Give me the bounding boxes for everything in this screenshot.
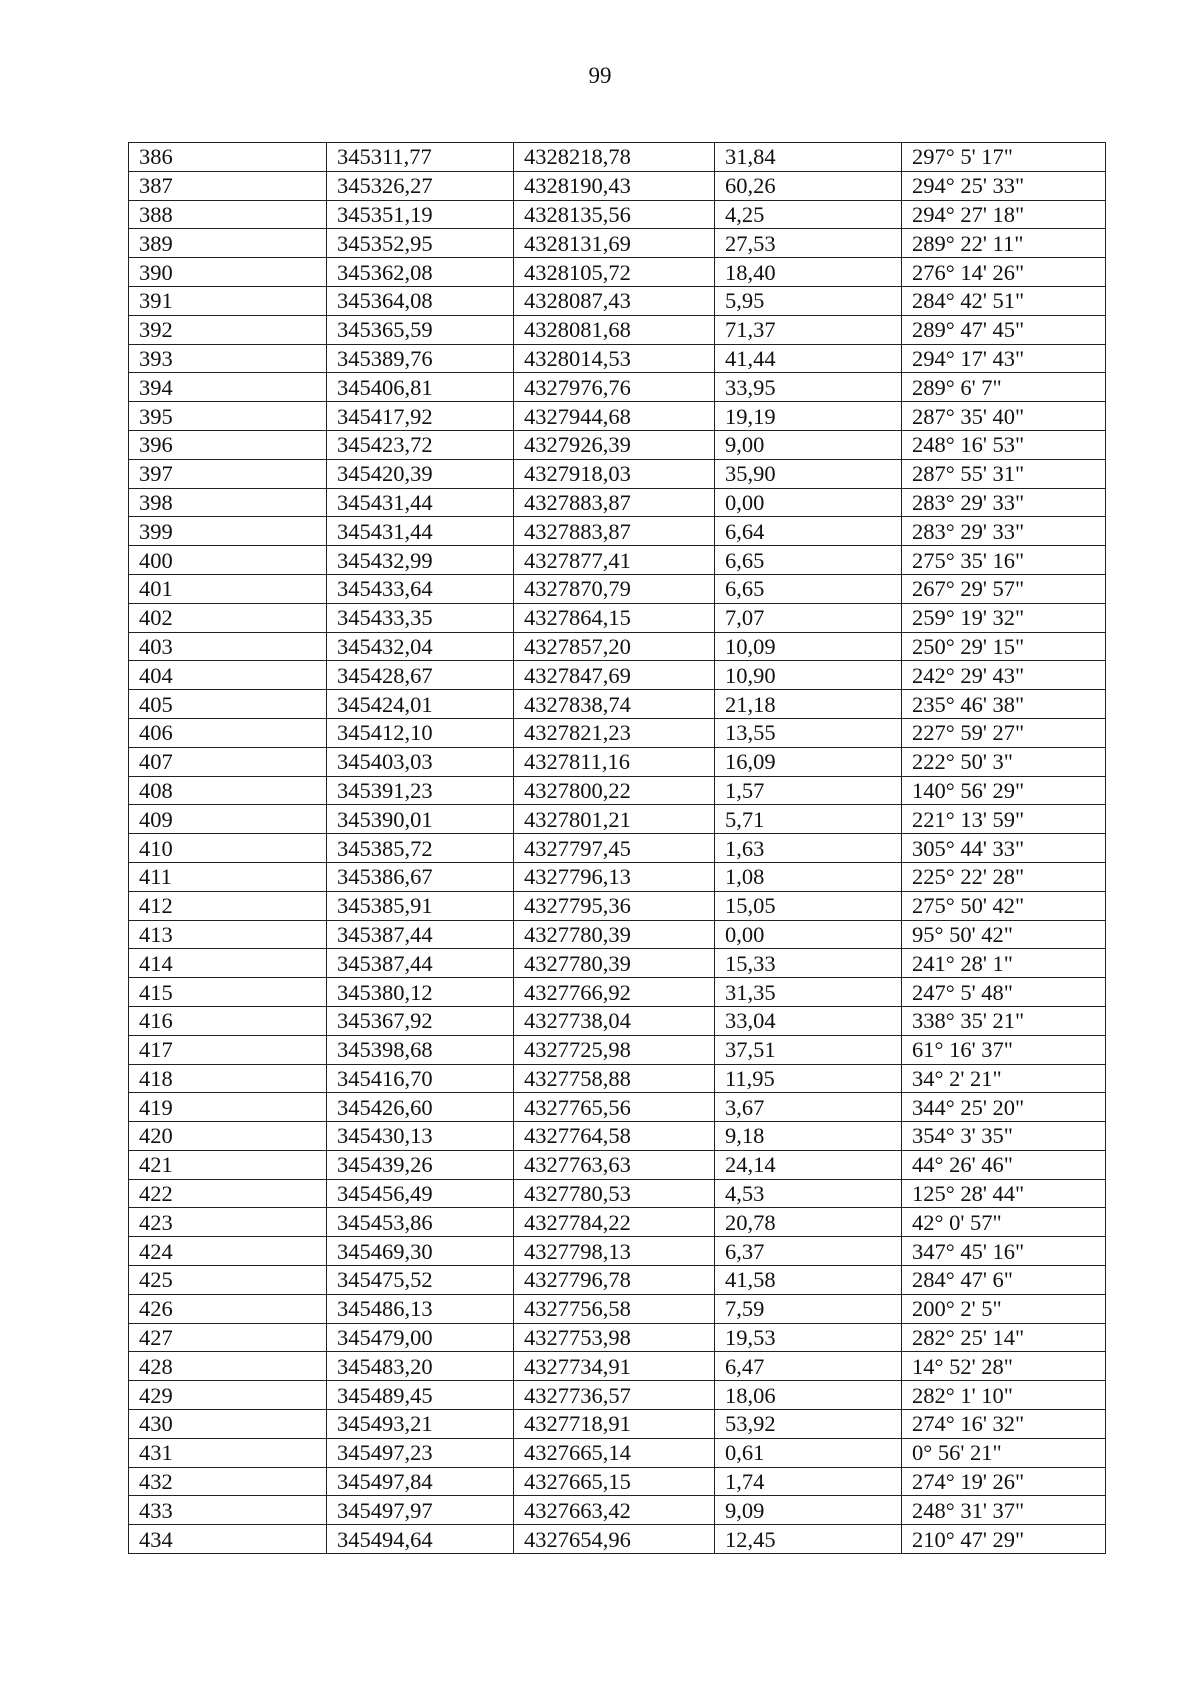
y-coordinate-cell: 4327800,22 — [514, 776, 715, 805]
distance-cell: 1,57 — [715, 776, 902, 805]
table-row — [129, 143, 1106, 172]
x-coordinate-cell: 345483,20 — [327, 1352, 514, 1381]
y-coordinate-cell: 4327796,13 — [514, 862, 715, 891]
distance-cell: 6,37 — [715, 1237, 902, 1266]
distance-cell: 11,95 — [715, 1064, 902, 1093]
distance-cell: 5,95 — [715, 286, 902, 315]
bearing-cell: 289° 47' 45" — [902, 315, 1106, 344]
distance-cell: 33,04 — [715, 1006, 902, 1035]
distance-cell: 4,53 — [715, 1179, 902, 1208]
x-coordinate-cell: 345387,44 — [327, 949, 514, 978]
distance-cell: 0,00 — [715, 920, 902, 949]
point-number-cell: 426 — [129, 1294, 327, 1323]
table-row — [129, 373, 1106, 402]
bearing-cell: 338° 35' 21" — [902, 1006, 1106, 1035]
y-coordinate-cell: 4327944,68 — [514, 402, 715, 431]
bearing-cell: 274° 16' 32" — [902, 1410, 1106, 1439]
y-coordinate-cell: 4328131,69 — [514, 229, 715, 258]
table-row — [129, 920, 1106, 949]
bearing-cell: 248° 16' 53" — [902, 430, 1106, 459]
point-number-cell: 427 — [129, 1323, 327, 1352]
bearing-cell: 287° 55' 31" — [902, 459, 1106, 488]
x-coordinate-cell: 345416,70 — [327, 1064, 514, 1093]
y-coordinate-cell: 4328105,72 — [514, 258, 715, 287]
x-coordinate-cell: 345432,04 — [327, 632, 514, 661]
x-coordinate-cell: 345431,44 — [327, 488, 514, 517]
point-number-cell: 411 — [129, 862, 327, 891]
distance-cell: 6,65 — [715, 546, 902, 575]
table-row — [129, 805, 1106, 834]
distance-cell: 71,37 — [715, 315, 902, 344]
bearing-cell: 287° 35' 40" — [902, 402, 1106, 431]
point-number-cell: 406 — [129, 718, 327, 747]
point-number-cell: 423 — [129, 1208, 327, 1237]
x-coordinate-cell: 345385,91 — [327, 891, 514, 920]
table-row — [129, 834, 1106, 863]
point-number-cell: 400 — [129, 546, 327, 575]
x-coordinate-cell: 345439,26 — [327, 1150, 514, 1179]
table-row — [129, 430, 1106, 459]
table-row — [129, 1179, 1106, 1208]
distance-cell: 53,92 — [715, 1410, 902, 1439]
table-row — [129, 690, 1106, 719]
distance-cell: 31,84 — [715, 143, 902, 172]
x-coordinate-cell: 345475,52 — [327, 1266, 514, 1295]
table-row — [129, 1381, 1106, 1410]
x-coordinate-cell: 345398,68 — [327, 1035, 514, 1064]
point-number-cell: 386 — [129, 143, 327, 172]
bearing-cell: 294° 27' 18" — [902, 200, 1106, 229]
y-coordinate-cell: 4327764,58 — [514, 1122, 715, 1151]
point-number-cell: 392 — [129, 315, 327, 344]
x-coordinate-cell: 345489,45 — [327, 1381, 514, 1410]
y-coordinate-cell: 4327838,74 — [514, 690, 715, 719]
y-coordinate-cell: 4327976,76 — [514, 373, 715, 402]
bearing-cell: 275° 35' 16" — [902, 546, 1106, 575]
x-coordinate-cell: 345417,92 — [327, 402, 514, 431]
distance-cell: 7,59 — [715, 1294, 902, 1323]
y-coordinate-cell: 4328218,78 — [514, 143, 715, 172]
x-coordinate-cell: 345385,72 — [327, 834, 514, 863]
y-coordinate-cell: 4327766,92 — [514, 978, 715, 1007]
point-number-cell: 387 — [129, 171, 327, 200]
coordinates-table — [128, 142, 1106, 1554]
x-coordinate-cell: 345424,01 — [327, 690, 514, 719]
y-coordinate-cell: 4328135,56 — [514, 200, 715, 229]
distance-cell: 9,00 — [715, 430, 902, 459]
point-number-cell: 429 — [129, 1381, 327, 1410]
x-coordinate-cell: 345380,12 — [327, 978, 514, 1007]
x-coordinate-cell: 345433,64 — [327, 574, 514, 603]
y-coordinate-cell: 4327870,79 — [514, 574, 715, 603]
point-number-cell: 407 — [129, 747, 327, 776]
bearing-cell: 250° 29' 15" — [902, 632, 1106, 661]
point-number-cell: 421 — [129, 1150, 327, 1179]
bearing-cell: 284° 47' 6" — [902, 1266, 1106, 1295]
bearing-cell: 276° 14' 26" — [902, 258, 1106, 287]
x-coordinate-cell: 345412,10 — [327, 718, 514, 747]
point-number-cell: 396 — [129, 430, 327, 459]
table-row — [129, 200, 1106, 229]
point-number-cell: 413 — [129, 920, 327, 949]
x-coordinate-cell: 345431,44 — [327, 517, 514, 546]
bearing-cell: 140° 56' 29" — [902, 776, 1106, 805]
table-row — [129, 1410, 1106, 1439]
x-coordinate-cell: 345311,77 — [327, 143, 514, 172]
distance-cell: 24,14 — [715, 1150, 902, 1179]
distance-cell: 1,63 — [715, 834, 902, 863]
bearing-cell: 34° 2' 21" — [902, 1064, 1106, 1093]
point-number-cell: 422 — [129, 1179, 327, 1208]
table-row — [129, 459, 1106, 488]
point-number-cell: 414 — [129, 949, 327, 978]
bearing-cell: 95° 50' 42" — [902, 920, 1106, 949]
bearing-cell: 284° 42' 51" — [902, 286, 1106, 315]
y-coordinate-cell: 4327883,87 — [514, 488, 715, 517]
y-coordinate-cell: 4327926,39 — [514, 430, 715, 459]
y-coordinate-cell: 4327821,23 — [514, 718, 715, 747]
x-coordinate-cell: 345406,81 — [327, 373, 514, 402]
table-row — [129, 286, 1106, 315]
distance-cell: 6,47 — [715, 1352, 902, 1381]
y-coordinate-cell: 4327725,98 — [514, 1035, 715, 1064]
point-number-cell: 430 — [129, 1410, 327, 1439]
point-number-cell: 399 — [129, 517, 327, 546]
x-coordinate-cell: 345365,59 — [327, 315, 514, 344]
y-coordinate-cell: 4327877,41 — [514, 546, 715, 575]
table-row — [129, 1237, 1106, 1266]
point-number-cell: 431 — [129, 1438, 327, 1467]
bearing-cell: 61° 16' 37" — [902, 1035, 1106, 1064]
table-row — [129, 1006, 1106, 1035]
point-number-cell: 416 — [129, 1006, 327, 1035]
y-coordinate-cell: 4327654,96 — [514, 1525, 715, 1554]
point-number-cell: 409 — [129, 805, 327, 834]
x-coordinate-cell: 345386,67 — [327, 862, 514, 891]
distance-cell: 20,78 — [715, 1208, 902, 1237]
table-row — [129, 747, 1106, 776]
distance-cell: 6,64 — [715, 517, 902, 546]
point-number-cell: 432 — [129, 1467, 327, 1496]
distance-cell: 18,40 — [715, 258, 902, 287]
y-coordinate-cell: 4327663,42 — [514, 1496, 715, 1525]
x-coordinate-cell: 345428,67 — [327, 661, 514, 690]
distance-cell: 0,00 — [715, 488, 902, 517]
x-coordinate-cell: 345456,49 — [327, 1179, 514, 1208]
bearing-cell: 344° 25' 20" — [902, 1093, 1106, 1122]
distance-cell: 27,53 — [715, 229, 902, 258]
x-coordinate-cell: 345389,76 — [327, 344, 514, 373]
bearing-cell: 294° 17' 43" — [902, 344, 1106, 373]
point-number-cell: 394 — [129, 373, 327, 402]
bearing-cell: 44° 26' 46" — [902, 1150, 1106, 1179]
table-row — [129, 1035, 1106, 1064]
x-coordinate-cell: 345493,21 — [327, 1410, 514, 1439]
bearing-cell: 14° 52' 28" — [902, 1352, 1106, 1381]
x-coordinate-cell: 345351,19 — [327, 200, 514, 229]
point-number-cell: 397 — [129, 459, 327, 488]
table-row — [129, 1323, 1106, 1352]
distance-cell: 12,45 — [715, 1525, 902, 1554]
table-row — [129, 258, 1106, 287]
bearing-cell: 267° 29' 57" — [902, 574, 1106, 603]
bearing-cell: 42° 0' 57" — [902, 1208, 1106, 1237]
y-coordinate-cell: 4327780,53 — [514, 1179, 715, 1208]
page-number: 99 — [588, 63, 612, 88]
y-coordinate-cell: 4327798,13 — [514, 1237, 715, 1266]
y-coordinate-cell: 4327738,04 — [514, 1006, 715, 1035]
x-coordinate-cell: 345432,99 — [327, 546, 514, 575]
point-number-cell: 415 — [129, 978, 327, 1007]
table-row — [129, 517, 1106, 546]
point-number-cell: 391 — [129, 286, 327, 315]
point-number-cell: 419 — [129, 1093, 327, 1122]
x-coordinate-cell: 345497,84 — [327, 1467, 514, 1496]
table-row — [129, 402, 1106, 431]
table-row — [129, 603, 1106, 632]
distance-cell: 3,67 — [715, 1093, 902, 1122]
bearing-cell: 242° 29' 43" — [902, 661, 1106, 690]
table-row — [129, 632, 1106, 661]
y-coordinate-cell: 4327797,45 — [514, 834, 715, 863]
bearing-cell: 247° 5' 48" — [902, 978, 1106, 1007]
bearing-cell: 282° 1' 10" — [902, 1381, 1106, 1410]
x-coordinate-cell: 345486,13 — [327, 1294, 514, 1323]
table-row — [129, 891, 1106, 920]
bearing-cell: 274° 19' 26" — [902, 1467, 1106, 1496]
distance-cell: 5,71 — [715, 805, 902, 834]
bearing-cell: 282° 25' 14" — [902, 1323, 1106, 1352]
distance-cell: 35,90 — [715, 459, 902, 488]
distance-cell: 9,18 — [715, 1122, 902, 1151]
y-coordinate-cell: 4327847,69 — [514, 661, 715, 690]
bearing-cell: 0° 56' 21" — [902, 1438, 1106, 1467]
table-row — [129, 661, 1106, 690]
distance-cell: 7,07 — [715, 603, 902, 632]
x-coordinate-cell: 345387,44 — [327, 920, 514, 949]
table-row — [129, 1064, 1106, 1093]
bearing-cell: 241° 28' 1" — [902, 949, 1106, 978]
x-coordinate-cell: 345390,01 — [327, 805, 514, 834]
distance-cell: 19,53 — [715, 1323, 902, 1352]
point-number-cell: 390 — [129, 258, 327, 287]
bearing-cell: 305° 44' 33" — [902, 834, 1106, 863]
y-coordinate-cell: 4327734,91 — [514, 1352, 715, 1381]
y-coordinate-cell: 4327665,14 — [514, 1438, 715, 1467]
table-row — [129, 1093, 1106, 1122]
coordinates-table-body — [129, 143, 1106, 1554]
bearing-cell: 354° 3' 35" — [902, 1122, 1106, 1151]
table-row — [129, 344, 1106, 373]
x-coordinate-cell: 345364,08 — [327, 286, 514, 315]
point-number-cell: 412 — [129, 891, 327, 920]
x-coordinate-cell: 345367,92 — [327, 1006, 514, 1035]
x-coordinate-cell: 345497,23 — [327, 1438, 514, 1467]
x-coordinate-cell: 345420,39 — [327, 459, 514, 488]
point-number-cell: 401 — [129, 574, 327, 603]
y-coordinate-cell: 4327918,03 — [514, 459, 715, 488]
bearing-cell: 235° 46' 38" — [902, 690, 1106, 719]
x-coordinate-cell: 345426,60 — [327, 1093, 514, 1122]
table-row — [129, 776, 1106, 805]
x-coordinate-cell: 345352,95 — [327, 229, 514, 258]
table-row — [129, 546, 1106, 575]
table-row — [129, 1122, 1106, 1151]
distance-cell: 60,26 — [715, 171, 902, 200]
y-coordinate-cell: 4327801,21 — [514, 805, 715, 834]
y-coordinate-cell: 4327736,57 — [514, 1381, 715, 1410]
bearing-cell: 347° 45' 16" — [902, 1237, 1106, 1266]
bearing-cell: 283° 29' 33" — [902, 488, 1106, 517]
distance-cell: 18,06 — [715, 1381, 902, 1410]
bearing-cell: 283° 29' 33" — [902, 517, 1106, 546]
distance-cell: 9,09 — [715, 1496, 902, 1525]
point-number-cell: 424 — [129, 1237, 327, 1266]
point-number-cell: 388 — [129, 200, 327, 229]
table-row — [129, 1266, 1106, 1295]
table-row — [129, 171, 1106, 200]
x-coordinate-cell: 345403,03 — [327, 747, 514, 776]
distance-cell: 41,44 — [715, 344, 902, 373]
y-coordinate-cell: 4327758,88 — [514, 1064, 715, 1093]
distance-cell: 37,51 — [715, 1035, 902, 1064]
table-row — [129, 978, 1106, 1007]
bearing-cell: 297° 5' 17" — [902, 143, 1106, 172]
bearing-cell: 225° 22' 28" — [902, 862, 1106, 891]
table-row — [129, 574, 1106, 603]
distance-cell: 21,18 — [715, 690, 902, 719]
point-number-cell: 418 — [129, 1064, 327, 1093]
y-coordinate-cell: 4327780,39 — [514, 949, 715, 978]
y-coordinate-cell: 4327811,16 — [514, 747, 715, 776]
distance-cell: 33,95 — [715, 373, 902, 402]
y-coordinate-cell: 4327718,91 — [514, 1410, 715, 1439]
point-number-cell: 398 — [129, 488, 327, 517]
distance-cell: 10,09 — [715, 632, 902, 661]
table-row — [129, 1496, 1106, 1525]
distance-cell: 15,05 — [715, 891, 902, 920]
table-row — [129, 1525, 1106, 1554]
x-coordinate-cell: 345453,86 — [327, 1208, 514, 1237]
bearing-cell: 275° 50' 42" — [902, 891, 1106, 920]
bearing-cell: 200° 2' 5" — [902, 1294, 1106, 1323]
distance-cell: 41,58 — [715, 1266, 902, 1295]
x-coordinate-cell: 345494,64 — [327, 1525, 514, 1554]
distance-cell: 6,65 — [715, 574, 902, 603]
point-number-cell: 402 — [129, 603, 327, 632]
distance-cell: 1,74 — [715, 1467, 902, 1496]
table-row — [129, 1352, 1106, 1381]
bearing-cell: 289° 6' 7" — [902, 373, 1106, 402]
point-number-cell: 405 — [129, 690, 327, 719]
table-row — [129, 315, 1106, 344]
point-number-cell: 425 — [129, 1266, 327, 1295]
distance-cell: 10,90 — [715, 661, 902, 690]
y-coordinate-cell: 4328087,43 — [514, 286, 715, 315]
bearing-cell: 125° 28' 44" — [902, 1179, 1106, 1208]
distance-cell: 1,08 — [715, 862, 902, 891]
y-coordinate-cell: 4327756,58 — [514, 1294, 715, 1323]
point-number-cell: 434 — [129, 1525, 327, 1554]
x-coordinate-cell: 345469,30 — [327, 1237, 514, 1266]
distance-cell: 15,33 — [715, 949, 902, 978]
distance-cell: 0,61 — [715, 1438, 902, 1467]
table-row — [129, 229, 1106, 258]
point-number-cell: 417 — [129, 1035, 327, 1064]
distance-cell: 16,09 — [715, 747, 902, 776]
table-row — [129, 862, 1106, 891]
x-coordinate-cell: 345497,97 — [327, 1496, 514, 1525]
y-coordinate-cell: 4327753,98 — [514, 1323, 715, 1352]
y-coordinate-cell: 4327763,63 — [514, 1150, 715, 1179]
x-coordinate-cell: 345479,00 — [327, 1323, 514, 1352]
point-number-cell: 410 — [129, 834, 327, 863]
x-coordinate-cell: 345326,27 — [327, 171, 514, 200]
x-coordinate-cell: 345433,35 — [327, 603, 514, 632]
y-coordinate-cell: 4327784,22 — [514, 1208, 715, 1237]
point-number-cell: 433 — [129, 1496, 327, 1525]
y-coordinate-cell: 4327780,39 — [514, 920, 715, 949]
table-row — [129, 1208, 1106, 1237]
x-coordinate-cell: 345423,72 — [327, 430, 514, 459]
point-number-cell: 428 — [129, 1352, 327, 1381]
bearing-cell: 221° 13' 59" — [902, 805, 1106, 834]
table-row — [129, 1294, 1106, 1323]
table-row — [129, 718, 1106, 747]
y-coordinate-cell: 4327796,78 — [514, 1266, 715, 1295]
y-coordinate-cell: 4328190,43 — [514, 171, 715, 200]
y-coordinate-cell: 4327795,36 — [514, 891, 715, 920]
table-row — [129, 1150, 1106, 1179]
point-number-cell: 393 — [129, 344, 327, 373]
bearing-cell: 210° 47' 29" — [902, 1525, 1106, 1554]
table-row — [129, 1438, 1106, 1467]
distance-cell: 19,19 — [715, 402, 902, 431]
y-coordinate-cell: 4327857,20 — [514, 632, 715, 661]
x-coordinate-cell: 345362,08 — [327, 258, 514, 287]
bearing-cell: 227° 59' 27" — [902, 718, 1106, 747]
table-row — [129, 1467, 1106, 1496]
x-coordinate-cell: 345430,13 — [327, 1122, 514, 1151]
point-number-cell: 420 — [129, 1122, 327, 1151]
point-number-cell: 395 — [129, 402, 327, 431]
y-coordinate-cell: 4327864,15 — [514, 603, 715, 632]
bearing-cell: 248° 31' 37" — [902, 1496, 1106, 1525]
point-number-cell: 408 — [129, 776, 327, 805]
bearing-cell: 259° 19' 32" — [902, 603, 1106, 632]
y-coordinate-cell: 4328081,68 — [514, 315, 715, 344]
table-row — [129, 488, 1106, 517]
point-number-cell: 389 — [129, 229, 327, 258]
distance-cell: 4,25 — [715, 200, 902, 229]
bearing-cell: 222° 50' 3" — [902, 747, 1106, 776]
y-coordinate-cell: 4327883,87 — [514, 517, 715, 546]
y-coordinate-cell: 4327765,56 — [514, 1093, 715, 1122]
table-row — [129, 949, 1106, 978]
distance-cell: 13,55 — [715, 718, 902, 747]
x-coordinate-cell: 345391,23 — [327, 776, 514, 805]
bearing-cell: 294° 25' 33" — [902, 171, 1106, 200]
distance-cell: 31,35 — [715, 978, 902, 1007]
point-number-cell: 403 — [129, 632, 327, 661]
y-coordinate-cell: 4327665,15 — [514, 1467, 715, 1496]
point-number-cell: 404 — [129, 661, 327, 690]
bearing-cell: 289° 22' 11" — [902, 229, 1106, 258]
y-coordinate-cell: 4328014,53 — [514, 344, 715, 373]
